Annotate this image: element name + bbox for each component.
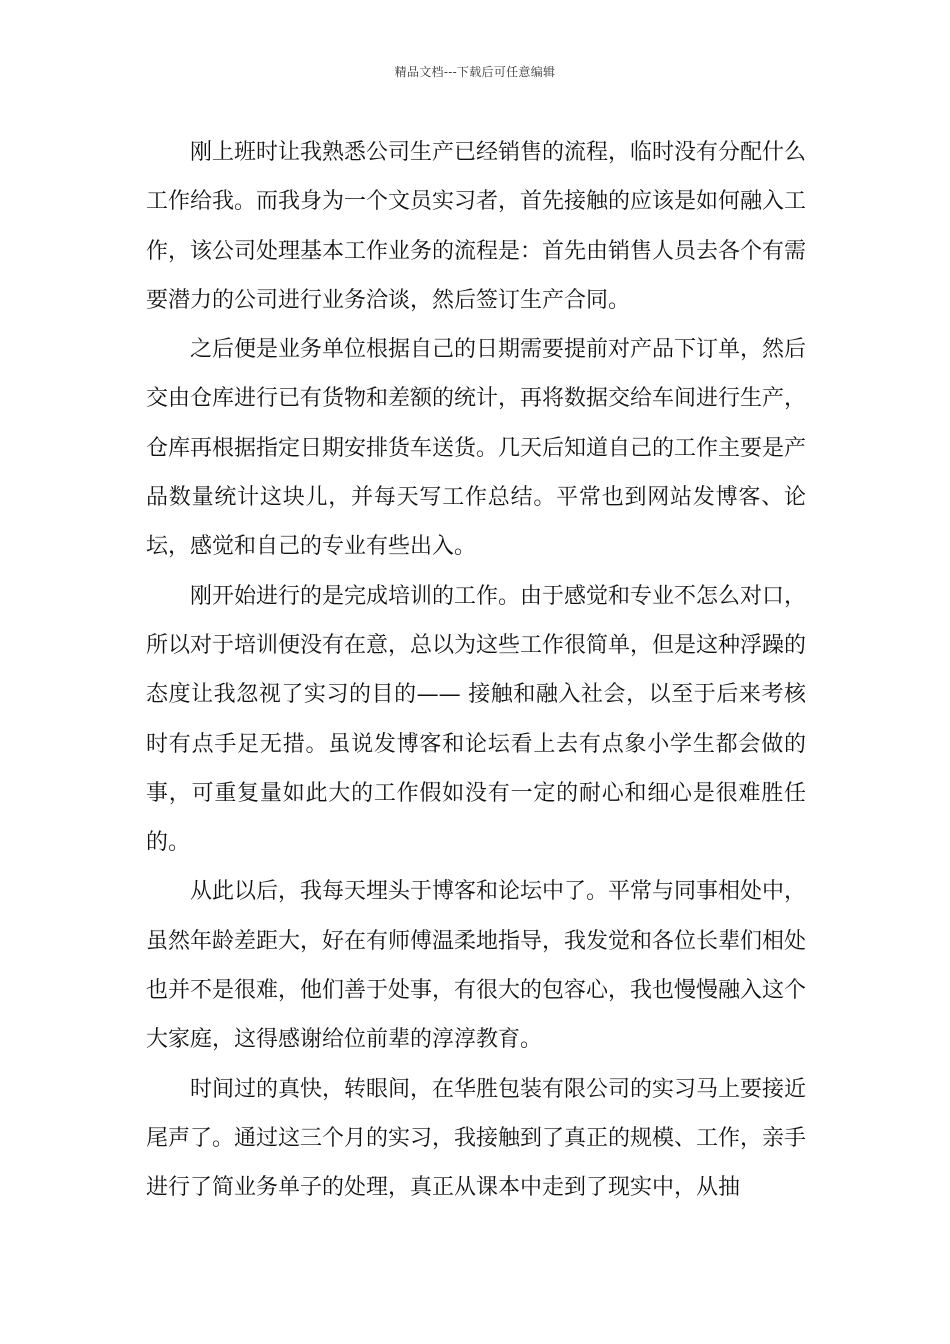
paragraph: 之后便是业务单位根据自己的日期需要提前对产品下订单，然后交由仓库进行已有货物和差额的统计，再将数据交给车间进行生产，仓库再根据指定日期安排货车送货。几天后知道自己的工作主要是产品数量统计这块儿，并每天写工作总结。平常也到网站发博客、论坛，感觉和自己的专业有些出入。 (146, 337, 807, 560)
document-body (146, 128, 806, 1213)
paragraph: 从此以后，我每天埋头于博客和论坛中了。平常与同事相处中，虽然年龄差距大，好在有师傅温柔地指导，我发觉和各位长辈们相处也并不是很难，他们善于处事，有很大的包容心，我也慢慢融入这个大家庭，这得感谢给位前辈的淳淳教育。 (146, 879, 807, 1053)
paragraph: 刚上班时让我熟悉公司生产已经销售的流程，临时没有分配什么工作给我。而我身为一个文员实习者，首先接触的应该是如何融入工作，该公司处理基本工作业务的流程是：首先由销售人员去各个有需要潜力的公司进行业务洽谈，然后签订生产合同。 (146, 140, 807, 313)
page-header: 精品文档---下载后可任意编辑 (394, 65, 556, 79)
paragraph: 刚开始进行的是完成培训的工作。由于感觉和专业不怎么对口，所以对于培训便没有在意，总以为这些工作很简单，但是这种浮躁的态度让我忽视了实习的目的—— 接触和融入社会，以至于后来考核时有点手足无措。虽说发博客和论坛看上去有点象小学生都会做的事，可重复量如此大的工作假如没有一定的耐心和细心是很难胜任的。 (146, 583, 807, 856)
paragraph: 时间过的真快，转眼间，在华胜包装有限公司的实习马上要接近尾声了。通过这三个月的实习，我接触到了真正的规模、工作，亲手进行了简业务单子的处理，真正从课本中走到了现实中，从抽 (146, 1076, 807, 1201)
